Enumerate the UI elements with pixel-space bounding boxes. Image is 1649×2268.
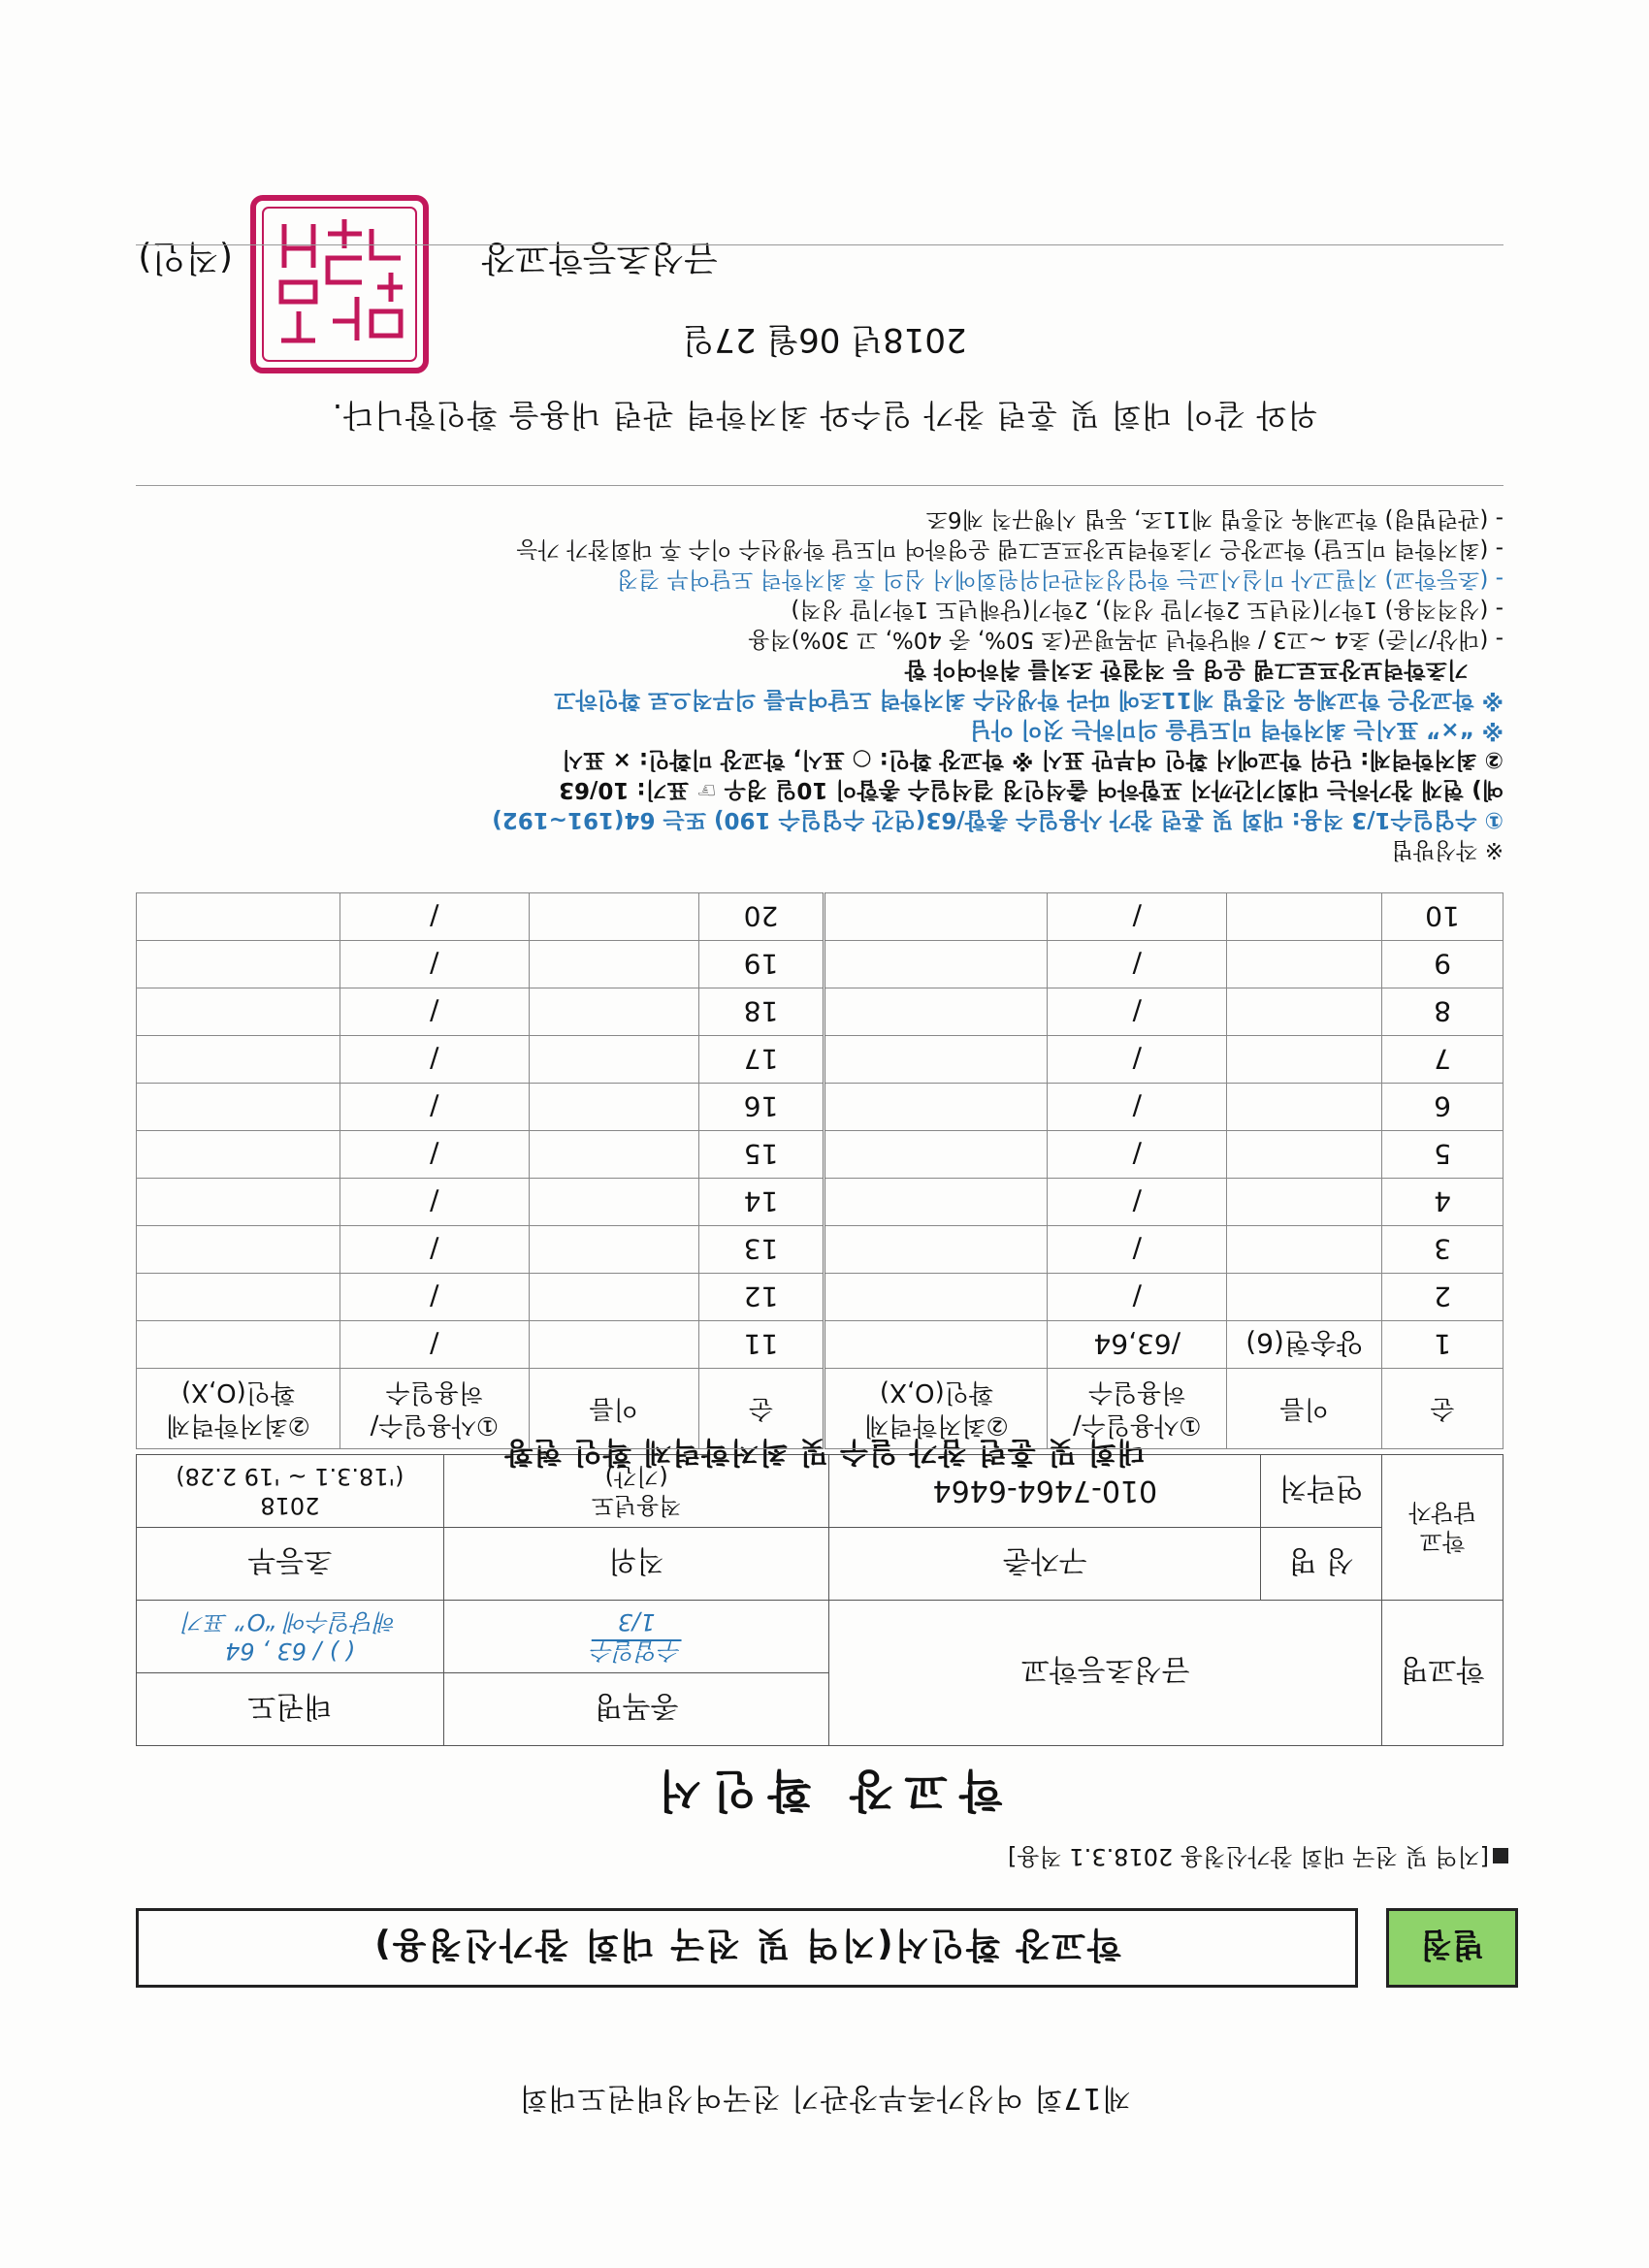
cell-check bbox=[137, 893, 340, 941]
cell-check bbox=[824, 1321, 1048, 1369]
cell-name bbox=[1227, 893, 1382, 941]
cell-days: / bbox=[340, 1321, 529, 1369]
col-check bbox=[824, 1369, 1048, 1449]
cell-check bbox=[824, 1036, 1048, 1084]
cell-no: 10 bbox=[1382, 893, 1504, 941]
col-days-line1: ①사용일수/ bbox=[370, 1410, 500, 1440]
divider bbox=[136, 244, 1504, 245]
table-row bbox=[137, 1084, 1504, 1131]
cell-name bbox=[1227, 1084, 1382, 1131]
cell-days: / bbox=[340, 1274, 529, 1321]
cell-name bbox=[1227, 1131, 1382, 1179]
cell-check bbox=[824, 1179, 1048, 1226]
cell-name bbox=[1227, 1036, 1382, 1084]
cell-check bbox=[824, 1084, 1048, 1131]
instruction-line: - (대상/기준) 초4 ~고3 / 해당학년 과목평균(초 50%, 중 40%, 고 30%)적용 bbox=[748, 627, 1504, 652]
cell-name bbox=[529, 1036, 698, 1084]
results-table bbox=[136, 892, 1504, 1449]
cell-check bbox=[824, 1131, 1048, 1179]
school-info-table bbox=[136, 1454, 1504, 1746]
cell-name bbox=[1227, 988, 1382, 1036]
col-days-line2: 허용일수 bbox=[385, 1377, 484, 1407]
table-row bbox=[137, 893, 1504, 941]
cell-days: / bbox=[1048, 941, 1227, 988]
cell-days: / bbox=[1048, 1036, 1227, 1084]
instruction-line: ※ 학교장은 학교체육 진흥법 제11조에 따라 학생선수 최저학력 도달여부를 의무적으로 확인하고 bbox=[554, 687, 1504, 712]
cell-check bbox=[824, 988, 1048, 1036]
cell-no: 9 bbox=[1382, 941, 1504, 988]
cell-days: / bbox=[340, 941, 529, 988]
role-label: 직위 bbox=[443, 1528, 829, 1601]
confirmation-title: 학교장 확인서 bbox=[646, 1765, 1003, 1817]
instructions-heading: ※ 작성방법 bbox=[1391, 837, 1504, 862]
col-check bbox=[137, 1369, 340, 1449]
cell-name bbox=[529, 1179, 698, 1226]
cell-no: 8 bbox=[1382, 988, 1504, 1036]
cell-days: / bbox=[340, 1084, 529, 1131]
contact-label-line2: 담당자 bbox=[1408, 1499, 1476, 1527]
cell-no: 1 bbox=[1382, 1321, 1504, 1369]
instruction-line: - (관련법령) 학교체육 진흥법 제11조, 동법 시행규칙 제6조 bbox=[925, 506, 1504, 532]
cell-name bbox=[1227, 1179, 1382, 1226]
cell-days: / bbox=[340, 1226, 529, 1274]
school-label: 학교명 bbox=[1382, 1601, 1504, 1746]
table-row bbox=[137, 988, 1504, 1036]
results-title: 대회 및 훈련 참가 일수 및 최저학력제 확인 현황 bbox=[503, 1435, 1146, 1469]
confirmation-statement: 위와 같이 대회 및 훈련 참가 일수와 최저학력 관련 내용을 확인합니다. bbox=[331, 397, 1318, 434]
cell-check bbox=[137, 1274, 340, 1321]
divider bbox=[136, 485, 1504, 486]
stamp-mark: (직인) bbox=[138, 238, 233, 277]
official-seal-icon bbox=[249, 194, 430, 374]
cell-no: 3 bbox=[1382, 1226, 1504, 1274]
cell-no: 2 bbox=[1382, 1274, 1504, 1321]
col-days bbox=[1048, 1369, 1227, 1449]
event-heading: 제17회 여성가족부장관기 전국여성태권도대회 bbox=[518, 2081, 1131, 2115]
cell-no: 15 bbox=[698, 1131, 824, 1179]
instruction-line: - (최저학력 미도달) 학교장은 기초학력보장프로그램 운영하여 미도달 학생선수 이수 후 대회참가 가능 bbox=[516, 536, 1504, 562]
attendance-ratio-value-line1: ( ) / 63 , 64 bbox=[225, 1637, 355, 1665]
application-notice-text: [지역 및 전국 대회 참가신청용 2018.3.1 적용] bbox=[1008, 1843, 1489, 1870]
cell-no: 11 bbox=[698, 1321, 824, 1369]
cell-name bbox=[529, 1274, 698, 1321]
table-row bbox=[137, 1274, 1504, 1321]
attachment-badge: 별첨 bbox=[1386, 1908, 1518, 1988]
cell-check bbox=[824, 1226, 1048, 1274]
attendance-ratio-value bbox=[137, 1601, 444, 1673]
cell-no: 6 bbox=[1382, 1084, 1504, 1131]
col-check-line1: ②최저학력제 bbox=[863, 1410, 1009, 1440]
col-name: 이름 bbox=[529, 1369, 698, 1449]
principal-signature: 금성초등학교장 bbox=[481, 238, 718, 277]
phone-label: 연락처 bbox=[1261, 1455, 1382, 1528]
cell-no: 20 bbox=[698, 893, 824, 941]
cell-no: 12 bbox=[698, 1274, 824, 1321]
cell-days: / bbox=[1048, 1179, 1227, 1226]
role-value: 초등부 bbox=[137, 1528, 444, 1601]
contact-label-line1: 학교 bbox=[1419, 1528, 1466, 1556]
cell-days: / bbox=[1048, 1226, 1227, 1274]
instruction-line: ※ “×” 표시는 최저학력 미도달을 의미하는 것이 아님 bbox=[969, 717, 1504, 742]
instruction-line: ① 수업일수1/3 적용: 대회 및 훈련 참가 사용일수 총합/63(연간 수업일수 190) 또는 64(191~192) bbox=[492, 807, 1504, 832]
cell-check bbox=[137, 1131, 340, 1179]
table-row bbox=[137, 1131, 1504, 1179]
cell-no: 14 bbox=[698, 1179, 824, 1226]
instruction-line: ② 최저학력제: 단위 학교에서 확인 여부만 표시 ※ 학교장 확인: ○ 표시, 학교장 미확인: × 표시 bbox=[562, 747, 1504, 772]
cell-days: / bbox=[1048, 1084, 1227, 1131]
cell-check bbox=[824, 893, 1048, 941]
cell-name bbox=[529, 1084, 698, 1131]
col-no: 순 bbox=[698, 1369, 824, 1449]
cell-days: / bbox=[340, 1179, 529, 1226]
black-square-icon bbox=[1493, 1848, 1508, 1863]
issue-date: 2018년 06월 27일 bbox=[682, 320, 967, 359]
cell-check bbox=[137, 941, 340, 988]
cell-no: 13 bbox=[698, 1226, 824, 1274]
cell-days: / bbox=[1048, 893, 1227, 941]
col-check-line2: 확인(O,X) bbox=[180, 1377, 295, 1407]
period-year: 2018 bbox=[260, 1492, 320, 1519]
table-row bbox=[137, 1226, 1504, 1274]
cell-name bbox=[1227, 1226, 1382, 1274]
col-days-line2: 허용일수 bbox=[1088, 1377, 1186, 1407]
cell-no: 18 bbox=[698, 988, 824, 1036]
cell-check bbox=[137, 1321, 340, 1369]
cell-days: /63,64 bbox=[1048, 1321, 1227, 1369]
instruction-line: 기초학력보장프로그램 운영 등 적절한 조치를 취하여야 함 bbox=[904, 657, 1469, 682]
cell-name bbox=[529, 1226, 698, 1274]
attendance-ratio-label-line1: 수업일수 bbox=[591, 1637, 682, 1665]
cell-name bbox=[529, 893, 698, 941]
col-name: 이름 bbox=[1227, 1369, 1382, 1449]
cell-name: 양송현(6) bbox=[1227, 1321, 1382, 1369]
col-check-line1: ②최저학력제 bbox=[166, 1410, 310, 1440]
cell-no: 7 bbox=[1382, 1036, 1504, 1084]
name-value: 구자춘 bbox=[829, 1528, 1261, 1601]
cell-name bbox=[529, 941, 698, 988]
cell-name bbox=[529, 1321, 698, 1369]
attendance-ratio-label bbox=[443, 1601, 829, 1673]
instruction-line: 예) 현재 참가하는 대회기간까지 포함하여 출석인정 결석일수 총합이 10일 경우 ☞ 표기: 10/63 bbox=[558, 777, 1504, 802]
cell-name bbox=[529, 1131, 698, 1179]
col-check-line2: 확인(O,X) bbox=[879, 1377, 993, 1407]
table-row bbox=[137, 1321, 1504, 1369]
cell-no: 19 bbox=[698, 941, 824, 988]
cell-days: / bbox=[1048, 1131, 1227, 1179]
cell-name bbox=[529, 988, 698, 1036]
col-no: 순 bbox=[1382, 1369, 1504, 1449]
school-name: 금성초등학교 bbox=[829, 1601, 1382, 1746]
writing-instructions bbox=[136, 503, 1504, 864]
cell-no: 4 bbox=[1382, 1179, 1504, 1226]
col-days-line1: ①사용일수/ bbox=[1073, 1410, 1202, 1440]
cell-check bbox=[137, 988, 340, 1036]
cell-check bbox=[137, 1084, 340, 1131]
cell-no: 17 bbox=[698, 1036, 824, 1084]
table-row bbox=[137, 941, 1504, 988]
name-label: 성 명 bbox=[1261, 1528, 1382, 1601]
cell-days: / bbox=[340, 988, 529, 1036]
sport-label: 종목명 bbox=[443, 1673, 829, 1746]
cell-no: 16 bbox=[698, 1084, 824, 1131]
cell-days: / bbox=[1048, 1274, 1227, 1321]
cell-check bbox=[137, 1226, 340, 1274]
col-days bbox=[340, 1369, 529, 1449]
phone-value: 010-7464-6464 bbox=[829, 1455, 1261, 1528]
table-row bbox=[137, 1036, 1504, 1084]
application-notice bbox=[1008, 1842, 1508, 1876]
results-body bbox=[137, 893, 1504, 1369]
cell-days: / bbox=[1048, 988, 1227, 1036]
cell-check bbox=[824, 1274, 1048, 1321]
cell-check bbox=[824, 941, 1048, 988]
attendance-ratio-label-line2: 1/3 bbox=[617, 1608, 656, 1636]
cell-days: / bbox=[340, 893, 529, 941]
contact-label bbox=[1382, 1455, 1504, 1601]
period-label-line2: (기간) bbox=[604, 1463, 668, 1490]
cell-no: 5 bbox=[1382, 1131, 1504, 1179]
table-row bbox=[137, 1179, 1504, 1226]
results-header-row bbox=[137, 1369, 1504, 1449]
cell-name bbox=[1227, 1274, 1382, 1321]
sport-value: 태권도 bbox=[137, 1673, 444, 1746]
cell-check bbox=[137, 1179, 340, 1226]
cell-days: / bbox=[340, 1036, 529, 1084]
period-label-line1: 적용년도 bbox=[591, 1492, 682, 1519]
cell-days: / bbox=[340, 1131, 529, 1179]
cell-name bbox=[1227, 941, 1382, 988]
instruction-line: - (초등학교) 지필고사 미실시교는 학업성적관리위원회에서 심의 후 최저학력 도달여부 결정 bbox=[616, 567, 1504, 592]
period-range: ('18.3.1 ~ '19 2.28) bbox=[176, 1463, 404, 1490]
instruction-line: - (성적적용) 1학기(전년도 2학기말 성적), 2학기(당해년도 1학기말 성적) bbox=[791, 597, 1504, 622]
attendance-ratio-value-line2: 해당일수에 “O” 표기 bbox=[182, 1608, 398, 1636]
document-title: 학교장 확인서(지역 및 전국 대회 참가신청용) bbox=[136, 1908, 1358, 1988]
cell-check bbox=[137, 1036, 340, 1084]
